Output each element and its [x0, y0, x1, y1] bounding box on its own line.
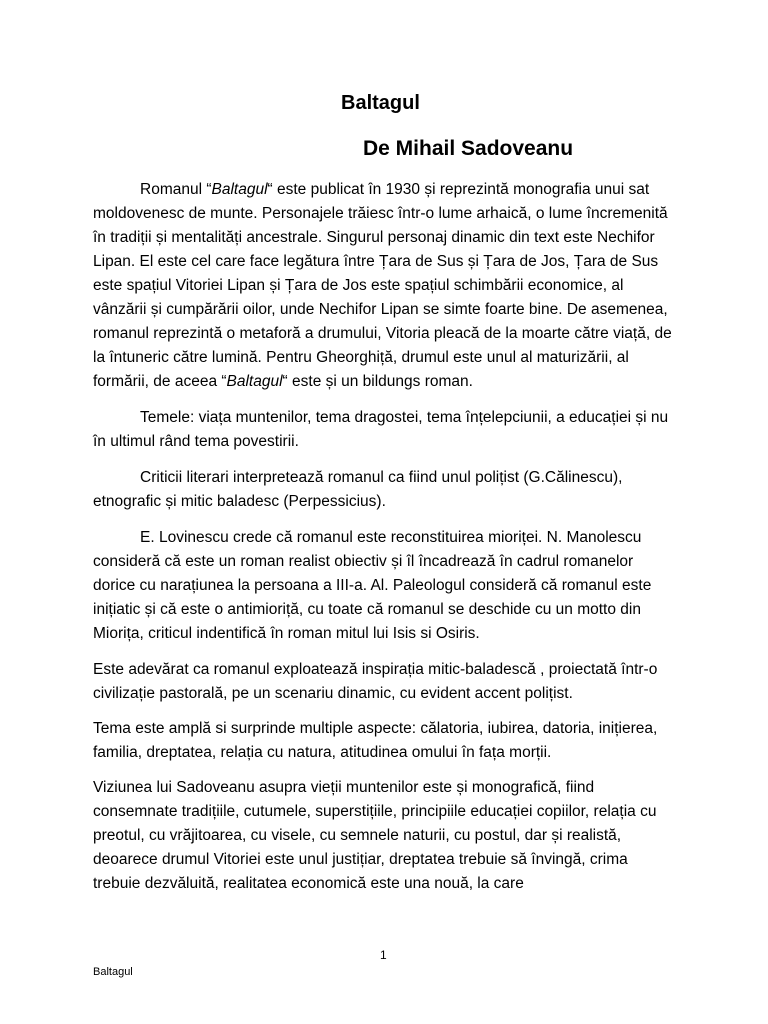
paragraph [93, 717, 676, 765]
paragraph [93, 776, 676, 896]
paragraph [93, 178, 676, 394]
paragraph-text: E. Lovinescu crede că romanul este reconstituirea mioriței. N. Manolescu consideră că este un roman realist obiectiv și îl încadrează în cadrul romanelor dorice cu narațiunea la persoana a III-a. Al. Paleologul consideră că romanul este inițiatic și că este o antimioriță, cu toate că romanul se deschide cu un motto din Miorița, criticul indentifică în roman mitul lui Isis si Osiris. [93, 529, 652, 642]
paragraph [93, 466, 676, 514]
paragraph-text: Criticii literari interpretează romanul ca fiind unul polițist (G.Călinescu), etnografic și mitic baladesc (Perpessicius). [93, 469, 623, 510]
document-title: Baltagul [341, 92, 420, 114]
footer-label: Baltagul [93, 966, 133, 978]
paragraph [93, 406, 676, 454]
paragraph-text: Tema este amplă si surprinde multiple aspecte: călatoria, iubirea, datoria, inițierea, familia, dreptatea, relația cu natura, atitudinea omului în fața morții. [93, 720, 658, 761]
paragraph-text: Temele: viața muntenilor, tema dragostei, tema înțelepciunii, a educației și nu în ultimul rând tema povestirii. [93, 409, 669, 450]
paragraph-text: Viziunea lui Sadoveanu asupra vieții muntenilor este și monografică, fiind consemnate tradițiile, cutumele, superstițiile, principiile educației copiilor, relația cu preotul, cu vrăjitoarea, cu visele, cu semnele naturii, cu postul, dar și realistă, deoarece drumul Vitoriei este unul justițiar, dreptatea trebuie să învingă, crima trebuie dezvăluită, realitatea economică este una nouă, la care [93, 779, 657, 892]
paragraph-text: “ este și un bildungs roman. [282, 373, 473, 390]
italic-title-text: Baltagul [211, 181, 268, 198]
document-body [93, 178, 676, 908]
paragraph-text: “ este publicat în 1930 și reprezintă monografia unui sat moldovenesc de munte. Personajele trăiesc într-o lume arhaică, o lume încremenită în tradiții și mentalități ancestrale. Singurul personaj dinamic din text este Nechifor Lipan. El este cel care face legătura între Țara de Sus și Țara de Jos, Țara de Sus este spațiul Vitoriei Lipan și Țara de Jos este spațiul schimbării economice, al vânzării și cumpărării oilor, unde Nechifor Lipan se simte foarte bine. De asemenea, romanul reprezintă o metaforă a drumului, Vitoria pleacă de la moarte către viață, de la întuneric către lumină. Pentru Gheorghiță, drumul este unul al maturizării, al formării, de aceea “ [93, 181, 672, 390]
paragraph [93, 526, 676, 646]
italic-title-text: Baltagul [226, 373, 283, 390]
paragraph-text: Romanul “ [140, 181, 212, 198]
page-number: 1 [380, 948, 387, 962]
paragraph-text: Este adevărat ca romanul exploatează inspirația mitic-baladescă , proiectată într-o civilizație pastorală, pe un scenariu dinamic, cu evident accent polițist. [93, 661, 658, 702]
document-subtitle: De Mihail Sadoveanu [363, 137, 574, 160]
paragraph [93, 658, 676, 706]
